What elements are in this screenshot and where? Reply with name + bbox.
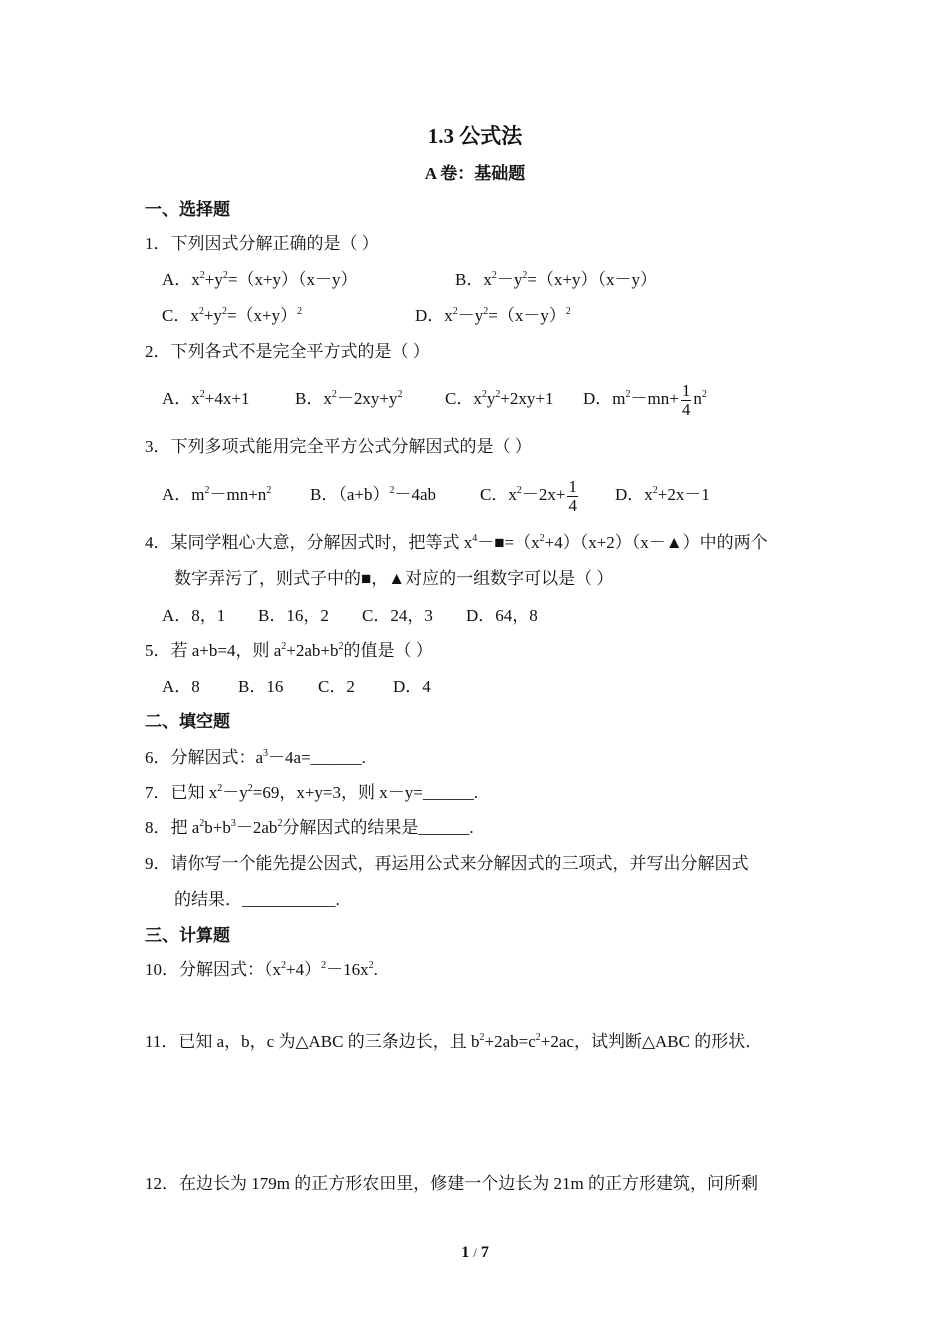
question-8: 8．把 $a^2b+b^3-2ab^2$分解因式的结果是______.	[145, 818, 474, 837]
question-2-option-d: D．$m^2-mn+$ $\frac{1}{4}$ $n^2$	[583, 380, 707, 419]
page-number: 1 / 7	[461, 1244, 489, 1261]
question-2-option-c: C．$x^2y^2+2xy+1$	[445, 389, 554, 408]
question-3-option-c: C．$x^2-2x+$ $\frac{1}{4}$	[480, 476, 577, 515]
section-heading-calc: 三、计算题	[145, 926, 230, 945]
question-4-option-a: A．8，1	[162, 606, 226, 625]
question-10: 10．分解因式：$(x^2+4)^2-16x^2$.	[145, 960, 378, 979]
question-1-option-d: D．$x^2-y^2=(x-y)^2$	[415, 306, 571, 325]
page-title: 1.3 公式法	[427, 124, 523, 148]
section-heading-fill: 二、填空题	[145, 712, 230, 731]
fraction-one-quarter: $\frac{1}{4}$	[681, 380, 691, 419]
question-11: 11．已知 a，b，c 为△ABC 的三条边长，且 $b^2+2ab=c^2+2ac$，试判断△ABC 的形状．	[145, 1032, 763, 1051]
question-2-option-a: A．$x^2+4x+1$	[162, 389, 250, 408]
question-2-option-b: B．$x^2-2xy+y^2$	[295, 389, 403, 408]
fraction-one-quarter: $\frac{1}{4}$	[568, 476, 577, 515]
question-5-stem: 5．若 a+b=4，则 $a^2+2ab+b^2$的值是（ ）	[145, 641, 433, 660]
question-5-option-c: C．2	[318, 677, 355, 696]
question-9-line-2: 的结果．___________.	[174, 890, 340, 909]
question-5-option-a: A．8	[162, 677, 200, 696]
question-7: 7．已知 $x^2-y^2=69$，x+y=3，则 x－y=______.	[145, 783, 479, 802]
question-1-option-c: C．$x^2+y^2=(x+y)^2$	[162, 306, 303, 325]
question-6: 6．分解因式：$a^3-4a=\_\_\_\_\_\_$.	[145, 748, 366, 767]
question-1-option-b: B．$x^2-y^2=(x+y)(x-y)$	[455, 270, 658, 289]
question-4-stem-line-1: 4．某同学粗心大意，分解因式时，把等式 $x^4-■=(x^2+4)(x+2)(x-▲)$中的两个	[145, 533, 768, 552]
question-1-option-a: A．$x^2+y^2=(x+y)(x-y)$	[162, 270, 358, 289]
question-3-option-d: D．$x^2+2x-1$	[615, 485, 710, 504]
question-2-stem: 2．下列各式不是完全平方式的是（ ）	[145, 342, 430, 361]
question-5-option-b: B．16	[238, 677, 284, 696]
question-4-option-c: C．24，3	[362, 606, 433, 625]
question-3-option-b: B．$(a+b)^2-4ab$	[310, 485, 437, 504]
question-5-option-d: D．4	[393, 677, 431, 696]
question-9-line-1: 9．请你写一个能先提公因式，再运用公式来分解因式的三项式，并写出分解因式	[145, 854, 749, 873]
question-12: 12．在边长为 179m 的正方形农田里，修建一个边长为 21m 的正方形建筑，问所剩	[145, 1174, 758, 1193]
question-3-option-a: A．$m^2-mn+n^2$	[162, 485, 272, 504]
question-4-stem-line-2: 数字弄污了，则式子中的■，▲对应的一组数字可以是（ ）	[174, 569, 614, 588]
page-subtitle: A 卷：基础题	[424, 164, 526, 183]
question-3-stem: 3．下列多项式能用完全平方公式分解因式的是（ ）	[145, 437, 532, 456]
section-heading-choice: 一、选择题	[145, 200, 230, 219]
question-1-stem: 1．下列因式分解正确的是（ ）	[145, 234, 379, 253]
question-4-option-b: B．16，2	[258, 606, 329, 625]
question-4-option-d: D．64，8	[466, 606, 538, 625]
